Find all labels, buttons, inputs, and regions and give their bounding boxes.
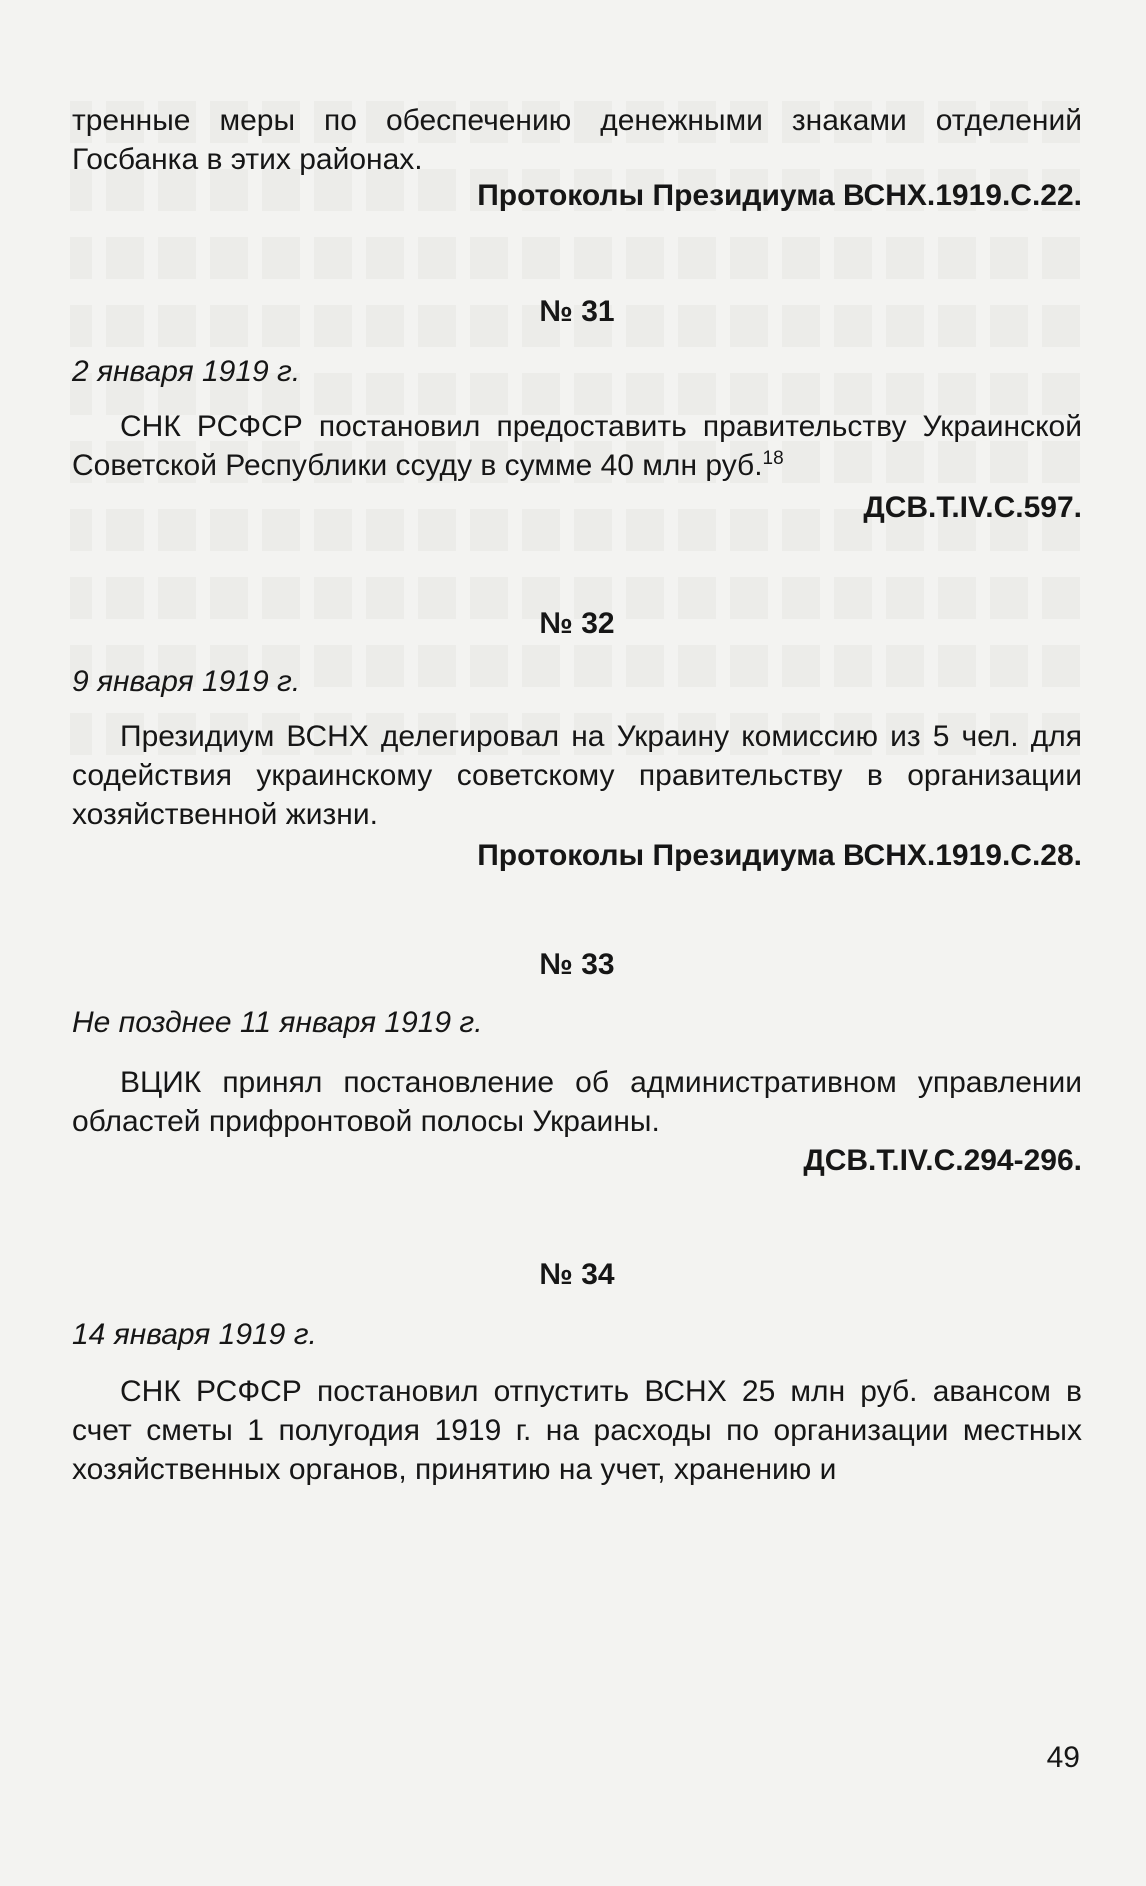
entry-34-date-row	[72, 1315, 1082, 1354]
document-source: ДСВ.Т.IV.С.597.	[863, 491, 1082, 524]
document-text: СНК РСФСР постановил отпустить ВСНХ 25 млн руб. авансом в счет сметы 1 полугодия 1919 г. на расходы по организации местных хозяйственных органов, принятию на учет, хранению и	[72, 1375, 1082, 1486]
document-source: Протоколы Президиума ВСНХ.1919.С.28.	[477, 839, 1082, 872]
entry-31-source-row	[72, 488, 1082, 527]
entry-33-date-row	[72, 1003, 1082, 1042]
entry-33-text-block	[72, 1063, 1082, 1141]
document-date: 9 января 1919 г.	[72, 665, 301, 698]
intro-source: Протоколы Президиума ВСНХ.1919.С.22.	[477, 179, 1082, 212]
entry-34-number-row	[72, 1255, 1082, 1294]
entry-31-number-row	[72, 292, 1082, 331]
footnote-reference: 18	[762, 448, 784, 469]
document-source: ДСВ.Т.IV.С.294-296.	[803, 1144, 1082, 1177]
document-number: № 32	[539, 607, 615, 640]
intro-source-row	[72, 176, 1082, 215]
document-date: 2 января 1919 г.	[72, 355, 301, 388]
document-date: Не позднее 11 января 1919 г.	[72, 1006, 483, 1039]
document-date: 14 января 1919 г.	[72, 1318, 317, 1351]
entry-31-date-row	[72, 352, 1082, 391]
document-text-body: СНК РСФСР постановил предоставить правительству Украинской Советской Республики ссуду в сумме 40 млн руб.	[72, 410, 1082, 482]
document-number: № 33	[539, 948, 615, 981]
entry-32-number-row	[72, 604, 1082, 643]
entry-32-text-block	[72, 717, 1082, 834]
document-text: ВЦИК принял постановление об административном управлении областей прифронтовой полосы Украины.	[72, 1066, 1082, 1138]
document-text	[72, 407, 1082, 485]
entry-31-text-block	[72, 407, 1082, 485]
document-number: № 31	[539, 295, 615, 328]
intro-block	[72, 101, 1082, 179]
document-text: Президиум ВСНХ делегировал на Украину комиссию из 5 чел. для содействия украинскому советскому правительству в организации хозяйственной жизни.	[72, 720, 1082, 831]
entry-34-text-block	[72, 1372, 1082, 1489]
entry-32-date-row	[72, 662, 1082, 701]
entry-33-number-row	[72, 945, 1082, 984]
entry-32-source-row	[72, 836, 1082, 875]
intro-paragraph: тренные меры по обеспечению денежными знаками отделений Госбанка в этих районах.	[72, 104, 1082, 176]
document-number: № 34	[539, 1258, 615, 1291]
page-number: 49	[1046, 1741, 1080, 1774]
entry-33-source-row	[72, 1141, 1082, 1180]
